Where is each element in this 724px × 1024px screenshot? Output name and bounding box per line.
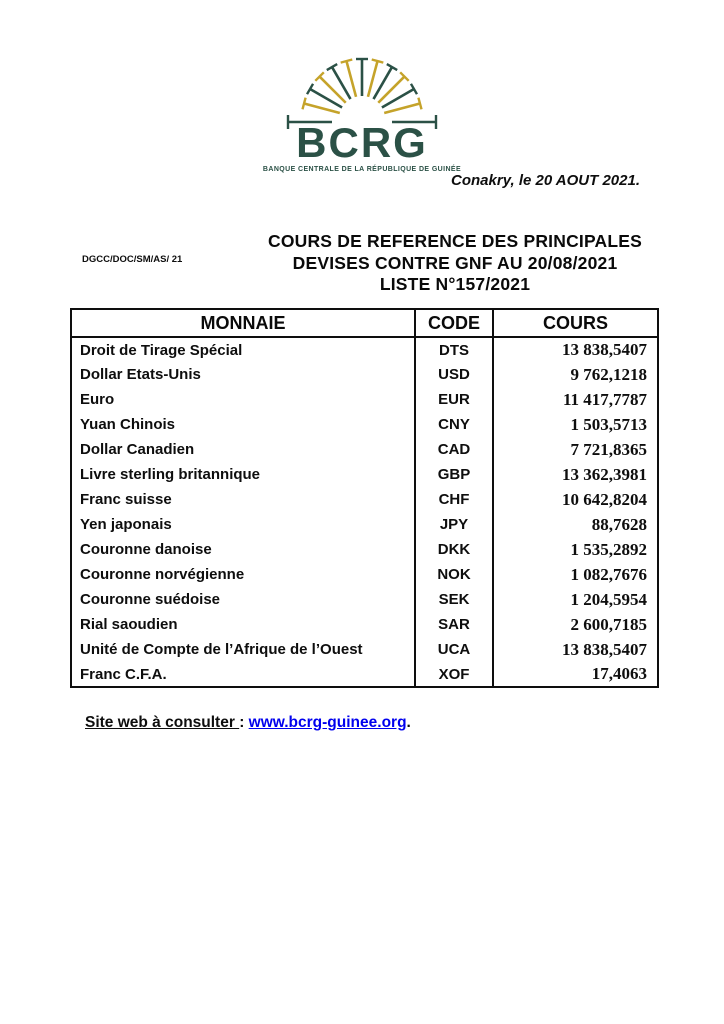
table-row [71, 412, 658, 437]
currency-code: DKK [415, 537, 493, 562]
currency-name: Dollar Etats-Unis [71, 362, 415, 387]
currency-rate: 11 417,7787 [562, 389, 647, 409]
document-title [266, 231, 644, 296]
currency-rate: 1 535,2892 [570, 539, 647, 559]
currency-code: SEK [415, 587, 493, 612]
currency-rate: 13 362,3981 [562, 464, 647, 484]
table-row [71, 437, 658, 462]
currency-code: UCA [415, 637, 493, 662]
table-row [71, 587, 658, 612]
currency-rate: 13 838,5407 [562, 639, 647, 659]
currency-rate: 7 721,8365 [570, 439, 647, 459]
table-row [71, 637, 658, 662]
currency-code: SAR [415, 612, 493, 637]
bcrg-rays-icon [286, 44, 438, 130]
website-label: Site web à consulter [85, 714, 240, 731]
exchange-rates-table [70, 308, 659, 688]
currency-name: Euro [71, 387, 415, 412]
title-line-2: DEVISES CONTRE GNF AU 20/08/2021 [292, 252, 618, 273]
table-row [71, 562, 658, 587]
table-row [71, 462, 658, 487]
currency-name: Droit de Tirage Spécial [71, 337, 415, 362]
currency-name: Franc suisse [71, 487, 415, 512]
bcrg-logo [232, 44, 492, 173]
currency-rate: 17,4063 [591, 664, 647, 683]
column-header-code: CODE [415, 309, 493, 337]
table-row [71, 662, 658, 687]
currency-name: Livre sterling britannique [71, 462, 415, 487]
currency-code: JPY [415, 512, 493, 537]
currency-code: NOK [415, 562, 493, 587]
currency-rate: 88,7628 [591, 514, 647, 534]
currency-rate: 2 600,7185 [570, 614, 647, 634]
currency-code: EUR [415, 387, 493, 412]
table-row [71, 362, 658, 387]
currency-name: Yuan Chinois [71, 412, 415, 437]
table-row [71, 612, 658, 637]
currency-name: Yen japonais [71, 512, 415, 537]
reference-number: DGCC/DOC/SM/AS/ 21 [82, 254, 183, 265]
currency-name: Couronne norvégienne [71, 562, 415, 587]
currency-code: CNY [415, 412, 493, 437]
dateline: Conakry, le 20 AOUT 2021. [451, 172, 640, 189]
website-link[interactable]: www.bcrg-guinee.org [248, 714, 407, 731]
website-separator: : [239, 714, 249, 731]
logo-subtitle: BANQUE CENTRALE DE LA RÉPUBLIQUE DE GUINÉE [262, 166, 462, 173]
website-note [85, 714, 411, 732]
currency-code: GBP [415, 462, 493, 487]
currency-name: Dollar Canadien [71, 437, 415, 462]
table-row [71, 387, 658, 412]
website-period: . [406, 714, 411, 731]
currency-name: Couronne danoise [71, 537, 415, 562]
currency-name: Unité de Compte de l’Afrique de l’Ouest [71, 637, 415, 662]
logo-wordmark: BCRG [296, 119, 428, 166]
currency-code: USD [415, 362, 493, 387]
currency-code: CHF [415, 487, 493, 512]
table-row [71, 487, 658, 512]
table-row [71, 537, 658, 562]
currency-rate: 1 204,5954 [570, 589, 647, 609]
currency-rate: 1 503,5713 [570, 414, 647, 434]
currency-name: Couronne suédoise [71, 587, 415, 612]
currency-code: DTS [415, 337, 493, 362]
table-row [71, 337, 658, 362]
currency-rate: 1 082,7676 [570, 564, 647, 584]
currency-rate: 10 642,8204 [562, 489, 647, 509]
currency-rate: 13 838,5407 [562, 340, 647, 359]
column-header-monnaie: MONNAIE [71, 309, 415, 337]
currency-rate: 9 762,1218 [570, 364, 647, 384]
table-header-row [71, 309, 658, 337]
table-row [71, 512, 658, 537]
currency-name: Rial saoudien [71, 612, 415, 637]
currency-code: CAD [415, 437, 493, 462]
column-header-cours: COURS [493, 309, 658, 337]
title-line-1: COURS DE REFERENCE DES PRINCIPALES [267, 231, 643, 251]
currency-name: Franc C.F.A. [71, 662, 415, 687]
title-line-3: LISTE N°157/2021 [379, 274, 531, 294]
currency-code: XOF [415, 662, 493, 687]
